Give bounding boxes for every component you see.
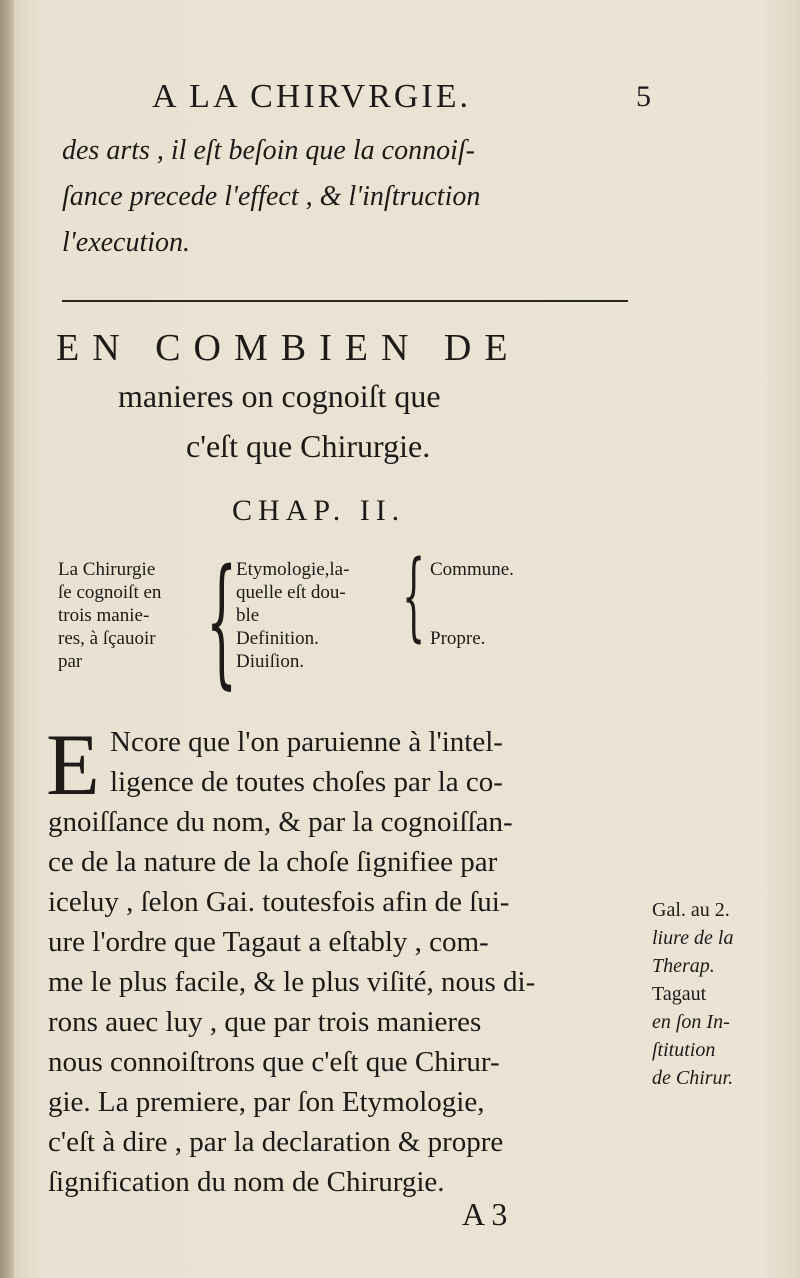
margin-note-line: Gal. au 2. xyxy=(652,899,730,921)
table-cell: La Chirurgie xyxy=(58,559,156,580)
body-line: me le plus facile, & le plus viſité, nous di- xyxy=(48,966,536,998)
margin-note xyxy=(652,896,733,1092)
division-table-col-2 xyxy=(236,558,349,673)
left-brace-icon: { xyxy=(206,540,238,703)
body-line: ce de la nature de la choſe ſignifiee par xyxy=(48,846,498,878)
table-cell: ſe cognoiſt en xyxy=(58,582,162,603)
section-heading-line-1: EN COMBIEN DE xyxy=(56,327,521,369)
table-cell: res, à ſçauoir xyxy=(58,628,156,649)
intro-line: l'execution. xyxy=(62,227,191,258)
section-heading-line-2: manieres on cognoiſt que xyxy=(118,378,441,414)
table-cell: par xyxy=(58,651,83,672)
margin-note-line: liure de la xyxy=(652,927,734,949)
chapter-label: CHAP. II. xyxy=(232,494,406,527)
page-spine-shadow xyxy=(0,0,14,1278)
body-line: ure l'ordre que Tagaut a eſtably , com- xyxy=(48,926,489,958)
margin-note-line: Therap. xyxy=(652,955,715,977)
body-line: gnoiſſance du nom, & par la cognoiſſan- xyxy=(48,806,513,838)
table-cell xyxy=(430,581,514,604)
left-brace-icon: { xyxy=(402,540,426,652)
body-line: ſignification du nom de Chirurgie. xyxy=(48,1166,445,1198)
table-cell: Definition. xyxy=(236,628,319,649)
running-head xyxy=(0,78,800,122)
section-heading-line-3: c'eſt que Chirurgie. xyxy=(186,428,431,464)
table-cell: quelle eſt dou- xyxy=(236,582,346,603)
table-cell: Diuiſion. xyxy=(236,651,305,672)
body-line: gie. La premiere, par ſon Etymologie, xyxy=(48,1086,485,1118)
table-cell xyxy=(430,604,514,627)
body-line: c'eſt à dire , par la declaration & propre xyxy=(48,1126,504,1158)
table-cell: ble xyxy=(236,605,260,626)
margin-note-line: de Chirur. xyxy=(652,1067,734,1089)
section-rule xyxy=(62,300,628,302)
table-cell: Propre. xyxy=(430,628,486,649)
body-line: Ncore que l'on paruienne à l'intel- xyxy=(110,726,503,758)
intro-paragraph xyxy=(62,128,662,266)
intro-line: ſance precede l'effect , & l'inſtruction xyxy=(62,181,481,212)
margin-note-line: ſtitution xyxy=(652,1039,716,1061)
margin-note-line: en ſon In- xyxy=(652,1011,730,1033)
body-line: nous connoiſtrons que c'eſt que Chirur- xyxy=(48,1046,500,1078)
body-line: ligence de toutes choſes par la co- xyxy=(110,766,503,798)
table-cell: Etymologie,la- xyxy=(236,559,350,580)
drop-cap: E xyxy=(46,717,100,814)
body-paragraph xyxy=(46,717,658,1202)
signature-mark: A 3 xyxy=(462,1196,508,1232)
division-table-col-3 xyxy=(430,558,514,650)
table-cell: Commune. xyxy=(430,559,514,580)
table-cell: trois manie- xyxy=(58,605,150,626)
intro-line: des arts , il eſt beſoin que la connoiſ- xyxy=(62,135,475,166)
division-table-col-1 xyxy=(58,558,161,673)
body-line: rons auec luy , que par trois manieres xyxy=(48,1006,482,1038)
running-title: A LA CHIRVRGIE. xyxy=(152,78,472,115)
margin-note-line: Tagaut xyxy=(652,983,707,1005)
page-number: 5 xyxy=(636,80,651,113)
body-line: iceluy , ſelon Gai. toutesfois afin de ſui- xyxy=(48,886,510,918)
